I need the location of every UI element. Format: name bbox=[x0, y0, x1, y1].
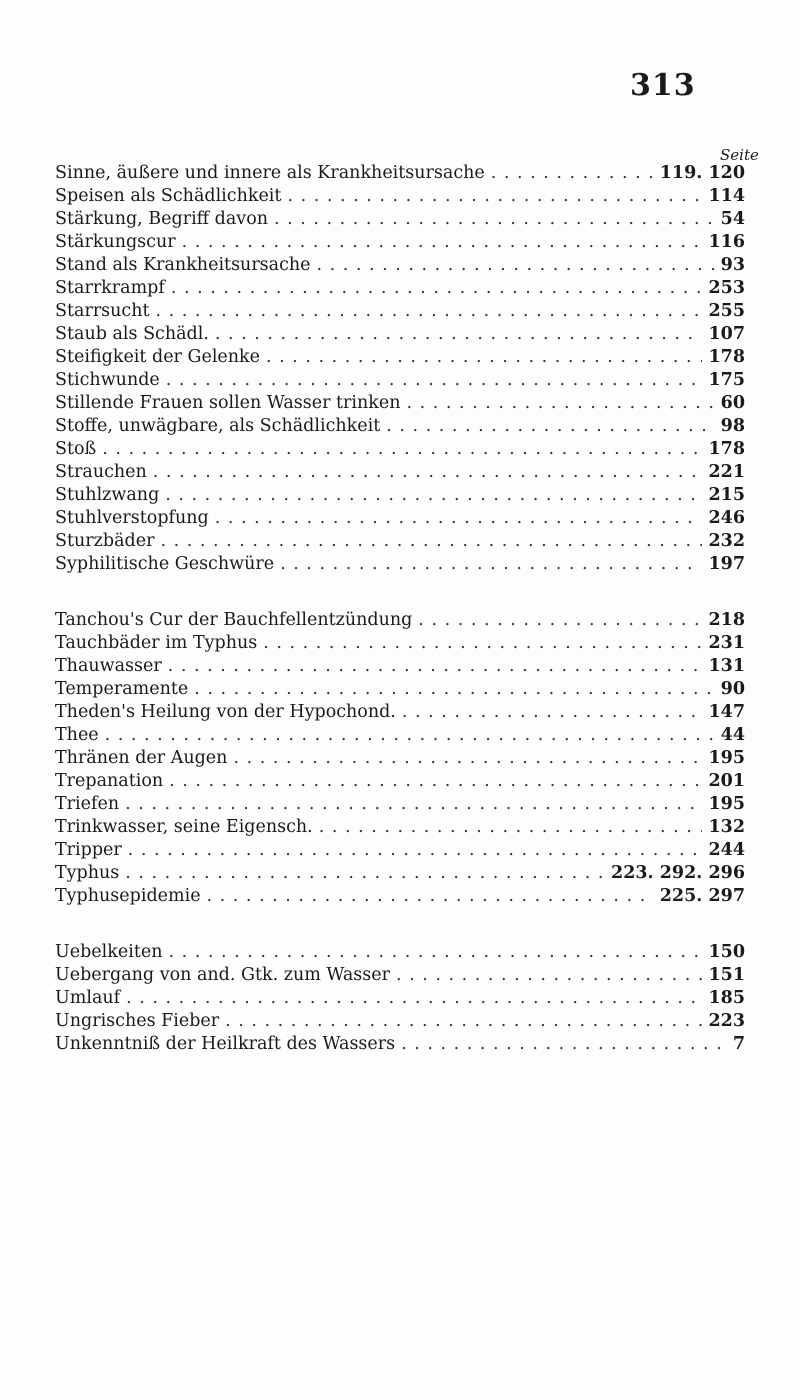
entry-term: Uebelkeiten bbox=[55, 942, 163, 962]
index-entry bbox=[55, 632, 745, 655]
dot-leader bbox=[491, 162, 654, 185]
dot-leader bbox=[401, 1033, 727, 1056]
entry-pages: 175 bbox=[708, 370, 745, 390]
index-entry bbox=[55, 254, 745, 277]
entry-pages: 201 bbox=[708, 771, 745, 791]
entry-term: Stuhlverstopfung bbox=[55, 508, 209, 528]
entry-pages: 232 bbox=[708, 531, 745, 551]
index-entry bbox=[55, 816, 745, 839]
dot-leader bbox=[266, 346, 702, 369]
dot-leader bbox=[418, 609, 702, 632]
entry-pages: 218 bbox=[708, 610, 745, 630]
entry-pages: 221 bbox=[708, 462, 745, 482]
index-entry bbox=[55, 1033, 745, 1056]
index-entry bbox=[55, 655, 745, 678]
dot-leader bbox=[274, 208, 715, 231]
index-entry bbox=[55, 185, 745, 208]
entry-pages: 231 bbox=[708, 633, 745, 653]
entry-pages: 98 bbox=[720, 416, 745, 436]
index-group bbox=[55, 609, 745, 908]
dot-leader bbox=[225, 1010, 702, 1033]
entry-term: Stoß bbox=[55, 439, 97, 459]
entry-pages: 7 bbox=[732, 1034, 745, 1054]
entry-pages: 253 bbox=[708, 278, 745, 298]
dot-leader bbox=[287, 185, 702, 208]
entry-term: Trepanation bbox=[55, 771, 164, 791]
entry-term: Triefen bbox=[55, 794, 120, 814]
entry-term: Trinkwasser, seine Eigensch. bbox=[55, 817, 313, 837]
entry-term: Syphilitische Geschwüre bbox=[55, 554, 275, 574]
dot-leader bbox=[396, 964, 703, 987]
entry-term: Sinne, äußere und innere als Krankheitsursache bbox=[55, 163, 485, 183]
dot-leader bbox=[105, 724, 715, 747]
entry-pages: 116 bbox=[708, 232, 745, 252]
entry-term: Starrkrampf bbox=[55, 278, 165, 298]
entry-term: Stärkung, Begriff davon bbox=[55, 209, 268, 229]
entry-pages: 151 bbox=[708, 965, 745, 985]
entry-term: Stoffe, unwägbare, als Schädlichkeit bbox=[55, 416, 381, 436]
index-entry bbox=[55, 231, 745, 254]
entry-term: Typhusepidemie bbox=[55, 886, 201, 906]
index-entry bbox=[55, 678, 745, 701]
entry-pages: 54 bbox=[720, 209, 745, 229]
entry-term: Temperamente bbox=[55, 679, 189, 699]
index-entry bbox=[55, 793, 745, 816]
entry-term: Ungrisches Fieber bbox=[55, 1011, 220, 1031]
entry-term: Thauwasser bbox=[55, 656, 162, 676]
entry-term: Stuhlzwang bbox=[55, 485, 160, 505]
dot-leader bbox=[125, 862, 605, 885]
index-entry bbox=[55, 392, 745, 415]
index-entry bbox=[55, 162, 745, 185]
entry-term: Steifigkeit der Gelenke bbox=[55, 347, 261, 367]
entry-term: Tanchou's Cur der Bauchfellentzündung bbox=[55, 610, 413, 630]
dot-leader bbox=[153, 461, 703, 484]
dot-leader bbox=[102, 438, 702, 461]
index-entry bbox=[55, 609, 745, 632]
index-entry bbox=[55, 461, 745, 484]
index-entry bbox=[55, 415, 745, 438]
dot-leader bbox=[215, 507, 703, 530]
entry-term: Thränen der Augen bbox=[55, 748, 228, 768]
dot-leader bbox=[160, 530, 702, 553]
dot-leader bbox=[168, 941, 702, 964]
entry-term: Typhus bbox=[55, 863, 120, 883]
dot-leader bbox=[165, 484, 702, 507]
entry-pages: 246 bbox=[708, 508, 745, 528]
dot-leader bbox=[171, 277, 703, 300]
entry-term: Uebergang von and. Gtk. zum Wasser bbox=[55, 965, 390, 985]
entry-pages: 185 bbox=[708, 988, 745, 1008]
dot-leader bbox=[263, 632, 702, 655]
entry-pages: 244 bbox=[708, 840, 745, 860]
entry-pages: 223 bbox=[708, 1011, 745, 1031]
entry-term: Stichwunde bbox=[55, 370, 160, 390]
entry-pages: 107 bbox=[708, 324, 745, 344]
dot-leader bbox=[156, 300, 703, 323]
entry-pages: 114 bbox=[708, 186, 745, 206]
entry-term: Stärkungscur bbox=[55, 232, 176, 252]
entry-pages: 178 bbox=[708, 439, 745, 459]
index-entry bbox=[55, 369, 745, 392]
index-entry bbox=[55, 530, 745, 553]
dot-leader bbox=[319, 816, 703, 839]
dot-leader bbox=[402, 701, 703, 724]
dot-leader bbox=[215, 323, 703, 346]
dot-leader bbox=[207, 885, 654, 908]
entry-term: Thee bbox=[55, 725, 99, 745]
index-entry bbox=[55, 724, 745, 747]
entry-pages: 223. 292. 296 bbox=[611, 863, 745, 883]
dot-leader bbox=[182, 231, 703, 254]
dot-leader bbox=[194, 678, 714, 701]
entry-term: Sturzbäder bbox=[55, 531, 155, 551]
entry-term: Speisen als Schädlichkeit bbox=[55, 186, 282, 206]
entry-pages: 93 bbox=[720, 255, 745, 275]
dot-leader bbox=[233, 747, 702, 770]
index-entry bbox=[55, 300, 745, 323]
index-entry bbox=[55, 484, 745, 507]
entry-pages: 60 bbox=[720, 393, 745, 413]
index-entry bbox=[55, 941, 745, 964]
index-entry bbox=[55, 507, 745, 530]
dot-leader bbox=[280, 553, 702, 576]
entry-pages: 195 bbox=[708, 748, 745, 768]
entry-pages: 255 bbox=[708, 301, 745, 321]
entry-term: Strauchen bbox=[55, 462, 147, 482]
index-entry bbox=[55, 747, 745, 770]
entry-pages: 132 bbox=[708, 817, 745, 837]
index-entry bbox=[55, 964, 745, 987]
index-entry bbox=[55, 277, 745, 300]
index-entry bbox=[55, 862, 745, 885]
index-entry bbox=[55, 885, 745, 908]
entry-pages: 131 bbox=[708, 656, 745, 676]
index-entry bbox=[55, 1010, 745, 1033]
index-entry bbox=[55, 553, 745, 576]
index-entry bbox=[55, 208, 745, 231]
index-entry bbox=[55, 770, 745, 793]
dot-leader bbox=[169, 770, 702, 793]
entry-term: Theden's Heilung von der Hypochond. bbox=[55, 702, 396, 722]
entry-pages: 197 bbox=[708, 554, 745, 574]
index-entry bbox=[55, 323, 745, 346]
index-entry bbox=[55, 701, 745, 724]
dot-leader bbox=[407, 392, 715, 415]
entry-term: Unkenntniß der Heilkraft des Wassers bbox=[55, 1034, 396, 1054]
entry-term: Tripper bbox=[55, 840, 122, 860]
index-entry bbox=[55, 839, 745, 862]
entry-pages: 44 bbox=[720, 725, 745, 745]
dot-leader bbox=[168, 655, 703, 678]
page-number: 313 bbox=[630, 68, 696, 103]
column-header: Seite bbox=[720, 146, 759, 164]
entry-pages: 90 bbox=[720, 679, 745, 699]
dot-leader bbox=[386, 415, 714, 438]
entry-term: Starrsucht bbox=[55, 301, 150, 321]
entry-term: Staub als Schädl. bbox=[55, 324, 209, 344]
dot-leader bbox=[125, 793, 702, 816]
entry-term: Stand als Krankheitsursache bbox=[55, 255, 311, 275]
entry-pages: 150 bbox=[708, 942, 745, 962]
entry-term: Tauchbäder im Typhus bbox=[55, 633, 258, 653]
index-group bbox=[55, 941, 745, 1056]
index-entry bbox=[55, 346, 745, 369]
entry-pages: 178 bbox=[708, 347, 745, 367]
index-group bbox=[55, 162, 745, 576]
index-list bbox=[55, 162, 745, 1089]
entry-term: Stillende Frauen sollen Wasser trinken bbox=[55, 393, 401, 413]
entry-pages: 195 bbox=[708, 794, 745, 814]
entry-term: Umlauf bbox=[55, 988, 121, 1008]
entry-pages: 215 bbox=[708, 485, 745, 505]
dot-leader bbox=[128, 839, 703, 862]
index-entry bbox=[55, 987, 745, 1010]
entry-pages: 147 bbox=[708, 702, 745, 722]
dot-leader bbox=[166, 369, 703, 392]
dot-leader bbox=[126, 987, 702, 1010]
index-entry bbox=[55, 438, 745, 461]
entry-pages: 119. 120 bbox=[659, 163, 745, 183]
dot-leader bbox=[317, 254, 715, 277]
entry-pages: 225. 297 bbox=[659, 886, 745, 906]
